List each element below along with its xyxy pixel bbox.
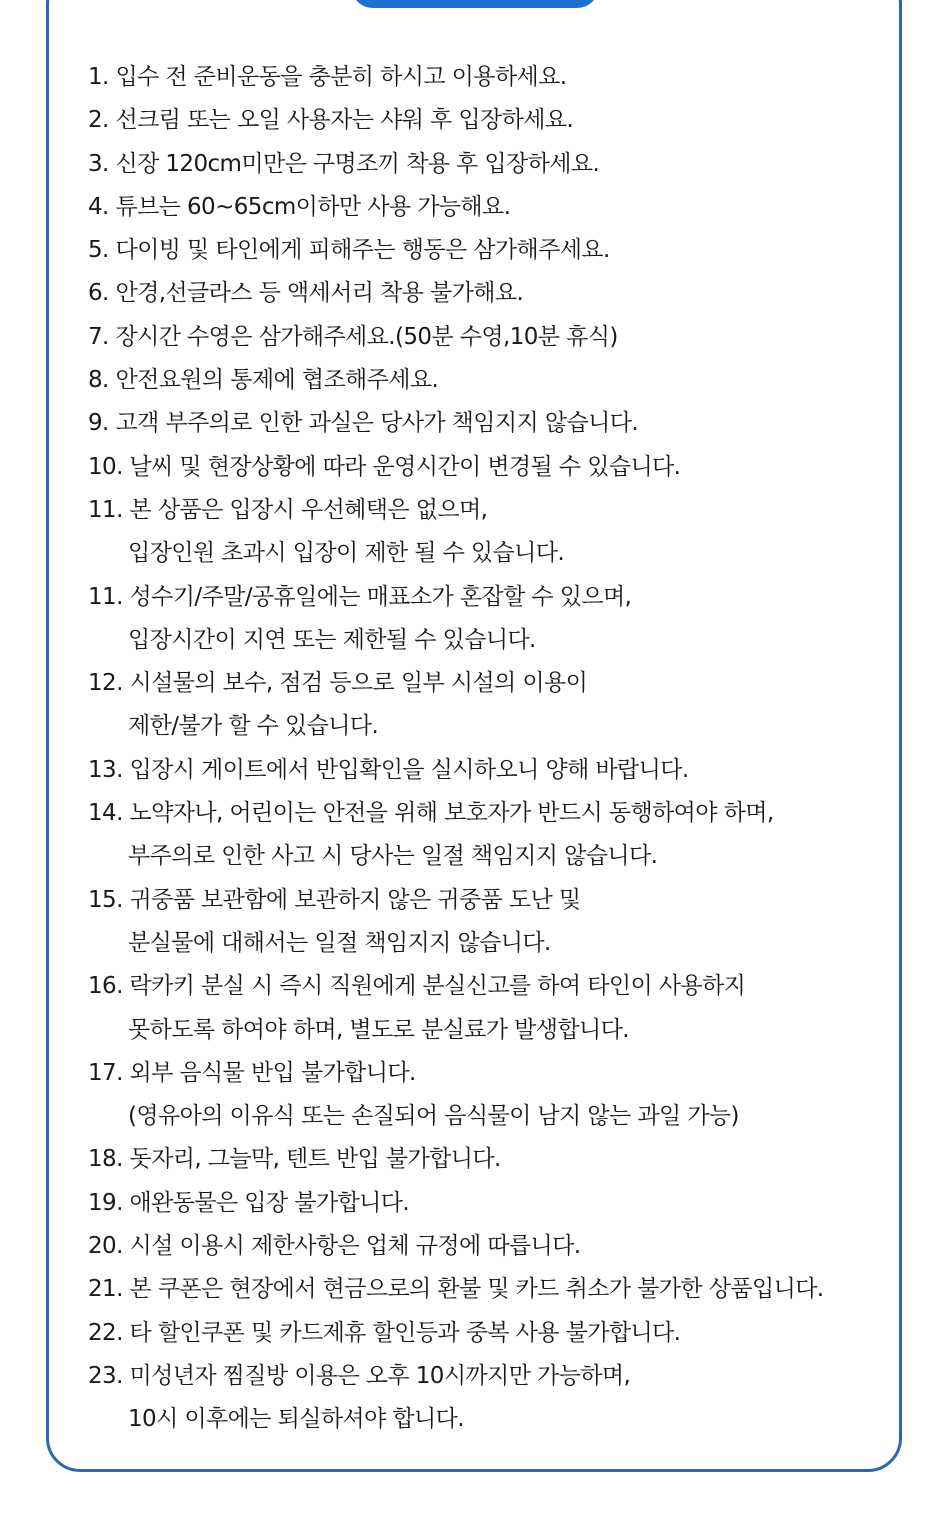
rule-item: 19. 애완동물은 입장 불가합니다. [88,1189,410,1216]
rule-item-continuation: (영유아의 이유식 또는 손질되어 음식물이 남지 않는 과일 가능) [128,1103,739,1130]
rule-item: 4. 튜브는 60~65cm이하만 사용 가능해요. [88,193,511,220]
rule-item-continuation: 못하도록 하여야 하며, 별도로 분실료가 발생합니다. [128,1016,629,1043]
rule-item: 9. 고객 부주의로 인한 과실은 당사가 책임지지 않습니다. [88,410,639,437]
rule-item-continuation: 10시 이후에는 퇴실하셔야 합니다. [128,1406,464,1433]
rules-list [88,56,898,1442]
rule-item: 16. 락카키 분실 시 즉시 직원에게 분실신고를 하여 타인이 사용하지 [88,973,746,1000]
rule-item: 17. 외부 음식물 반입 불가합니다. [88,1059,416,1086]
rule-item: 6. 안경,선글라스 등 액세서리 착용 불가해요. [88,280,524,307]
rule-item: 3. 신장 120cm미만은 구명조끼 착용 후 입장하세요. [88,150,600,177]
rule-item-continuation: 제한/불가 할 수 있습니다. [128,713,379,740]
rule-item: 11. 본 상품은 입장시 우선혜택은 없으며, [88,496,488,523]
rule-item: 10. 날씨 및 현장상황에 따라 운영시간이 변경될 수 있습니다. [88,453,681,480]
rule-item: 8. 안전요원의 통제에 협조해주세요. [88,367,439,394]
rule-item: 22. 타 할인쿠폰 및 카드제휴 할인등과 중복 사용 불가합니다. [88,1319,681,1346]
rule-item: 20. 시설 이용시 제한사항은 업체 규정에 따릅니다. [88,1233,581,1260]
rule-item: 23. 미성년자 찜질방 이용은 오후 10시까지만 가능하며, [88,1362,631,1389]
rule-item: 14. 노약자나, 어린이는 안전을 위해 보호자가 반드시 동행하여야 하며, [88,800,774,827]
rule-item: 15. 귀중품 보관함에 보관하지 않은 귀중품 도난 및 [88,886,581,913]
rule-item: 21. 본 쿠폰은 현장에서 현금으로의 환불 및 카드 취소가 불가한 상품입니다. [88,1276,824,1303]
header-tab [351,0,599,8]
rule-item: 1. 입수 전 준비운동을 충분히 하시고 이용하세요. [88,64,567,90]
rule-item-continuation: 부주의로 인한 사고 시 당사는 일절 책임지지 않습니다. [128,843,658,870]
rule-item: 11. 성수기/주말/공휴일에는 매표소가 혼잡할 수 있으며, [88,583,632,610]
rule-item-continuation: 분실물에 대해서는 일절 책임지지 않습니다. [128,929,551,956]
rule-item-continuation: 입장인원 초과시 입장이 제한 될 수 있습니다. [128,540,565,567]
rule-item-continuation: 입장시간이 지연 또는 제한될 수 있습니다. [128,626,536,653]
rule-item: 13. 입장시 게이트에서 반입확인을 실시하오니 양해 바랍니다. [88,756,689,783]
rule-item: 5. 다이빙 및 타인에게 피해주는 행동은 삼가해주세요. [88,237,610,264]
rule-item: 18. 돗자리, 그늘막, 텐트 반입 불가합니다. [88,1146,501,1173]
rule-item: 7. 장시간 수영은 삼가해주세요.(50분 수영,10분 휴식) [88,323,618,350]
rule-item: 12. 시설물의 보수, 점검 등으로 일부 시설의 이용이 [88,670,588,697]
rule-item: 2. 선크림 또는 오일 사용자는 샤워 후 입장하세요. [88,107,574,134]
